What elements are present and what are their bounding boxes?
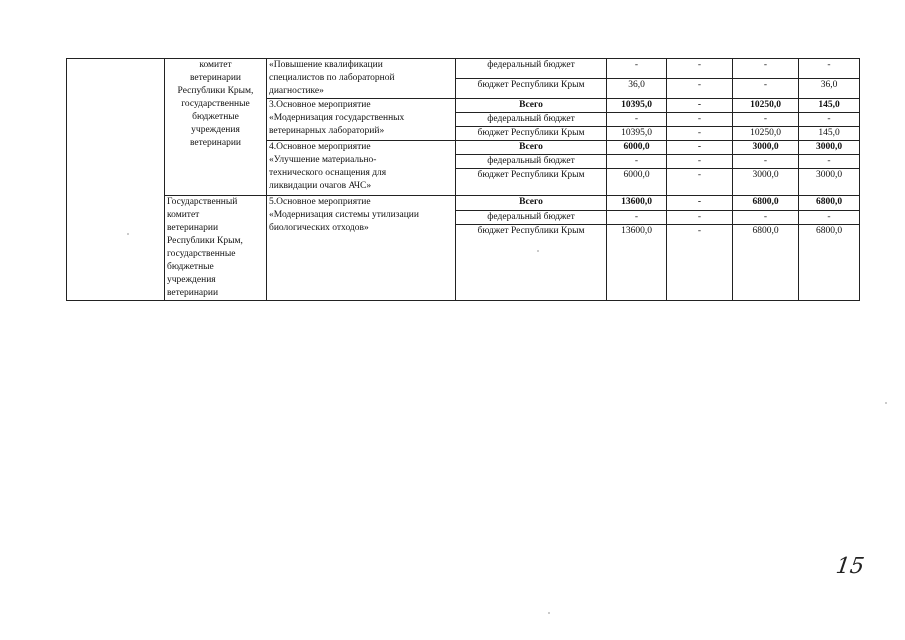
year-3-value-cell: 3000,0 <box>799 169 860 196</box>
total-value-cell: - <box>607 155 667 169</box>
year-2-value-cell: 6800,0 <box>733 196 799 211</box>
year-1-value-cell: - <box>667 99 733 113</box>
funding-source-cell: Всего <box>456 99 607 113</box>
total-value-cell: 10395,0 <box>607 99 667 113</box>
year-3-value-cell: - <box>799 59 860 79</box>
funding-source-cell: Всего <box>456 141 607 155</box>
funding-source-cell: бюджет Республики Крым <box>456 79 607 99</box>
year-3-value-cell: 6800,0 <box>799 196 860 211</box>
funding-source-cell: Всего <box>456 196 607 211</box>
year-1-value-cell: - <box>667 127 733 141</box>
year-1-value-cell: - <box>667 225 733 301</box>
activity-cell: 3.Основное мероприятие «Модернизация государственных ветеринарных лабораторий» <box>267 99 456 141</box>
year-3-value-cell: - <box>799 210 860 225</box>
year-1-value-cell: - <box>667 169 733 196</box>
year-1-value-cell: - <box>667 196 733 211</box>
funding-source-cell: бюджет Республики Крым <box>456 169 607 196</box>
year-1-value-cell: - <box>667 59 733 79</box>
responsible-executor-cell: Государственный комитет ветеринарии Республики Крым, государственные бюджетные учреждения ветеринарии <box>165 196 267 301</box>
page-number: 15 <box>834 554 866 579</box>
funding-source-cell: федеральный бюджет <box>456 155 607 169</box>
total-value-cell: 10395,0 <box>607 127 667 141</box>
table-row <box>67 59 860 79</box>
year-1-value-cell: - <box>667 79 733 99</box>
year-1-value-cell: - <box>667 113 733 127</box>
budget-table <box>66 58 860 301</box>
year-2-value-cell: 10250,0 <box>733 99 799 113</box>
total-value-cell: - <box>607 210 667 225</box>
total-value-cell: 6000,0 <box>607 141 667 155</box>
funding-source-cell: федеральный бюджет <box>456 59 607 79</box>
activity-cell: 5.Основное мероприятие «Модернизация системы утилизации биологических отходов» <box>267 196 456 301</box>
activity-cell: «Повышение квалификации специалистов по лабораторной диагностике» <box>267 59 456 99</box>
year-3-value-cell: 145,0 <box>799 99 860 113</box>
year-2-value-cell: - <box>733 59 799 79</box>
year-2-value-cell: 3000,0 <box>733 141 799 155</box>
scan-speck <box>127 233 129 235</box>
year-3-value-cell: 145,0 <box>799 127 860 141</box>
year-3-value-cell: 6800,0 <box>799 225 860 301</box>
total-value-cell: 13600,0 <box>607 225 667 301</box>
year-1-value-cell: - <box>667 155 733 169</box>
funding-source-cell: федеральный бюджет <box>456 210 607 225</box>
year-3-value-cell: - <box>799 113 860 127</box>
table-row <box>67 196 860 211</box>
year-2-value-cell: - <box>733 79 799 99</box>
scan-speck <box>548 612 550 614</box>
total-value-cell: 6000,0 <box>607 169 667 196</box>
total-value-cell: - <box>607 59 667 79</box>
year-2-value-cell: - <box>733 155 799 169</box>
responsible-executor-cell: комитет ветеринарии Республики Крым, государственные бюджетные учреждения ветеринарии <box>165 59 267 196</box>
total-value-cell: 13600,0 <box>607 196 667 211</box>
total-value-cell: 36,0 <box>607 79 667 99</box>
year-2-value-cell: - <box>733 113 799 127</box>
year-1-value-cell: - <box>667 210 733 225</box>
empty-first-column-cell <box>67 59 165 301</box>
year-3-value-cell: 3000,0 <box>799 141 860 155</box>
scan-speck <box>537 250 539 252</box>
activity-cell: 4.Основное мероприятие «Улучшение материально- технического оснащения для ликвидации очагов АЧС» <box>267 141 456 196</box>
year-1-value-cell: - <box>667 141 733 155</box>
scan-speck <box>885 402 887 404</box>
year-3-value-cell: - <box>799 155 860 169</box>
year-2-value-cell: 3000,0 <box>733 169 799 196</box>
year-3-value-cell: 36,0 <box>799 79 860 99</box>
funding-source-cell: бюджет Республики Крым <box>456 225 607 301</box>
year-2-value-cell: 10250,0 <box>733 127 799 141</box>
total-value-cell: - <box>607 113 667 127</box>
year-2-value-cell: 6800,0 <box>733 225 799 301</box>
year-2-value-cell: - <box>733 210 799 225</box>
funding-source-cell: бюджет Республики Крым <box>456 127 607 141</box>
funding-source-cell: федеральный бюджет <box>456 113 607 127</box>
